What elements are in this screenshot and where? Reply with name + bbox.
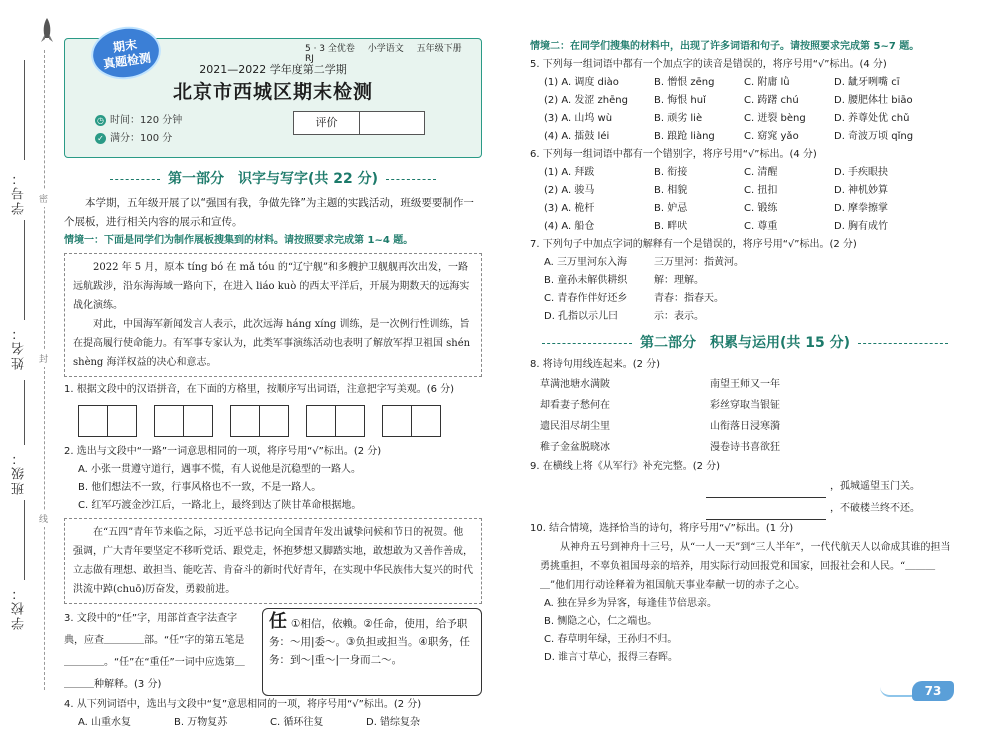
q6-option[interactable]: B. 相貌	[654, 185, 688, 196]
q9-line	[530, 476, 960, 498]
question-3	[64, 608, 482, 696]
q6-option[interactable]: (4) A. 船仓	[544, 221, 595, 232]
word-box[interactable]	[78, 405, 136, 437]
class-label: 班级：	[12, 450, 27, 495]
word-box[interactable]	[154, 405, 212, 437]
q7-option-b[interactable]	[530, 272, 960, 290]
exam-time	[95, 111, 182, 126]
q7-sentence: A. 三万里河东入海	[544, 257, 628, 268]
q5-option[interactable]: (1) A. 调度 diào	[544, 77, 619, 88]
question-6: 6. 下列每一组词语中都有一个错别字，将序号用“√”标出。(4 分)	[530, 149, 817, 160]
school-label: 学校：	[12, 585, 27, 630]
series-brand: 5 · 3 全优卷	[305, 44, 355, 54]
seal-line	[44, 50, 45, 690]
q7-option-a[interactable]	[530, 254, 960, 272]
q7-sentence: B. 童孙未解供耕织	[544, 275, 628, 286]
word-box[interactable]	[382, 405, 440, 437]
badge-line: 真题检测	[102, 50, 152, 72]
q6-option[interactable]: B. 畔吠	[654, 221, 688, 232]
q5-option[interactable]: (2) A. 发涩 zhēng	[544, 95, 628, 106]
q6-option[interactable]: B. 妒忌	[654, 203, 688, 214]
q5-option[interactable]: (3) A. 山坞 wù	[544, 113, 613, 124]
dict-char: 任	[269, 611, 287, 632]
q6-option[interactable]: D. 手疾眼抉	[834, 167, 889, 178]
poem-right: 漫卷诗书喜欲狂	[710, 442, 780, 453]
school-blank[interactable]	[24, 500, 25, 580]
part2-title: 第二部分 积累与运用(共 15 分)	[530, 332, 960, 352]
q6-row	[530, 164, 960, 236]
series-subject: 小学语文	[367, 44, 404, 54]
q10-passage-text: 从神舟五号到神舟十三号，从“一人一天”到“三人半年”，一代代航天人以命成其谁的担当勇挑重担，不辜负祖国母亲的培养，用实际行动回报党和国家，回报社会和人民。“＿＿＿＿”他们用行动诠释着为祖国航天事业奉献一切的赤子之心。	[540, 542, 951, 591]
q7-gloss: 示：表示。	[654, 311, 704, 322]
seal-mark: 密	[39, 190, 48, 207]
check-icon: ✓	[95, 133, 106, 144]
situation2: 情境二：在同学们搜集的材料中，出现了许多词语和句子。请按照要求完成第 5~7 题。	[530, 41, 920, 52]
question-4: 4. 从下列词语中，选出与文段中“复”意思相同的一项，将序号用“√”标出。(2 分)	[64, 699, 422, 710]
q4-options	[64, 714, 482, 732]
poem-row[interactable]	[530, 374, 960, 395]
name-blank[interactable]	[24, 220, 25, 320]
q4-option-b[interactable]: B. 万物复苏	[174, 717, 228, 728]
grade-field[interactable]	[360, 112, 424, 134]
student-id-blank[interactable]	[24, 60, 25, 160]
question-7: 7. 下列句子中加点字词的解释有一个是错误的，将序号用“√”标出。(2 分)	[530, 239, 857, 250]
clock-icon: ◷	[95, 115, 106, 126]
seal-mark: 线	[39, 510, 48, 527]
poem-row[interactable]	[530, 416, 960, 437]
q5-option[interactable]: D. 养尊处优 chǔ	[834, 113, 910, 124]
poem-right: 山衔落日浸寒漪	[710, 421, 780, 432]
question-5: 5. 下列每一组词语中都有一个加点字的读音是错误的，将序号用“√”标出。(4 分)	[530, 59, 887, 70]
passage1-para: 2022 年 5 月，原本 tíng bó 在 mǎ tóu 的“辽宁舰”和多艘护卫舰舰再次出发，一路远航跋涉，沿东海海域一路向下，在进入 liáo kuò 的西太平洋后，开展为期数天的远海实战化演练。	[73, 262, 470, 311]
q5-option[interactable]: B. 顽劣 liè	[654, 113, 703, 124]
q6-option[interactable]: D. 摩拳擦掌	[834, 203, 889, 214]
dictionary-entry	[262, 608, 482, 696]
left-page	[64, 38, 482, 732]
q2-option-a[interactable]: A. 小张一贯遵守道行，遇事不慌，有人说他是沉稳型的一路人。	[78, 464, 362, 475]
right-page	[530, 38, 960, 667]
exam-year: 2021—2022 学年度第二学期	[199, 63, 347, 76]
question-2: 2. 选出与文段中“一路”一词意思相同的一项，将序号用“√”标出。(2 分)	[64, 446, 382, 457]
class-blank[interactable]	[24, 380, 25, 445]
question-8: 8. 将诗句用线连起来。(2 分)	[530, 359, 661, 370]
exam-header	[64, 38, 482, 158]
q10-option-b[interactable]: B. 恻隐之心，仁之端也。	[544, 616, 658, 627]
q5-option[interactable]: D. 龇牙咧嘴 cī	[834, 77, 900, 88]
q5-option[interactable]: B. 悔恨 huǐ	[654, 95, 706, 106]
series-edition: RJ	[305, 54, 314, 64]
poem-right: 彩丝穿取当银钲	[710, 400, 780, 411]
q9-text: ，孤城遥望玉门关。	[830, 481, 920, 492]
part1-intro: 本学期，五年级开展了以“强国有我，争做先锋”为主题的实践活动，班级要要制作一个展板，进行相关内容的展示和宣传。	[64, 197, 474, 228]
q6-option[interactable]: (2) A. 骏马	[544, 185, 595, 196]
exam-score	[95, 129, 172, 144]
q2-option-c[interactable]: C. 红军巧渡金沙江后，一路北上，最终到达了陕甘革命根据地。	[78, 500, 362, 511]
q5-option[interactable]: (4) A. 擂鼓 léi	[544, 131, 610, 142]
passage2-para: 在“五四”青年节来临之际，习近平总书记向全国青年发出诚挚问候和节日的祝贺。他强调，广大青年要坚定不移听党话、跟党走，怀抱梦想又脚踏实地，敢想敢为又善作善成，立志做有理想、敢担当、能吃苦、肯奋斗的新时代好青年，在实现中华民族伟大复兴的时代洪流中踔(chuō)厉奋发，勇毅前进。	[73, 527, 473, 595]
poem-left: 稚子金盆脱晓冰	[540, 442, 610, 453]
q4-option-d[interactable]: D. 错综复杂	[366, 717, 421, 728]
q10-option-d[interactable]: D. 谁言寸草心，报得三春晖。	[544, 652, 679, 663]
part1-title: 第一部分 识字与写字(共 22 分)	[64, 168, 482, 188]
q7-gloss: 三万里河：指黄河。	[654, 257, 744, 268]
passage1	[64, 253, 482, 377]
q7-option-d[interactable]	[530, 308, 960, 326]
q4-option-a[interactable]: A. 山重水复	[78, 717, 132, 728]
q9-line	[530, 498, 960, 520]
page-number: 73	[912, 681, 954, 701]
q6-option[interactable]: C. 尊重	[744, 221, 778, 232]
q6-option[interactable]: D. 胸有成竹	[834, 221, 889, 232]
q5-option[interactable]: D. 腰肥体壮 biāo	[834, 95, 913, 106]
exam-title: 北京市西城区期末检测	[172, 81, 373, 103]
word-box[interactable]	[230, 405, 288, 437]
q6-option[interactable]: C. 扭扣	[744, 185, 778, 196]
rocket-icon	[40, 18, 54, 44]
q2-option-b[interactable]: B. 他们想法不一致，行事风格也不一致，不是一路人。	[78, 482, 322, 493]
seal-mark: 封	[39, 350, 48, 367]
grade-label: 评价	[294, 112, 360, 134]
q7-gloss: 解：理解。	[654, 275, 704, 286]
answer-boxes	[78, 405, 482, 437]
exam-score-text: 满分：100 分	[110, 133, 173, 144]
q6-option[interactable]: C. 清醒	[744, 167, 778, 178]
passage1-para: 对此，中国海军新闻发言人表示，此次远海 háng xíng 训练，是一次例行性训练，旨在提高履行使命能力。有军事专家认为，此类军事演练活动也表明了解放军捍卫祖国 shén shèng 海洋权益的决心和意志。	[73, 319, 471, 368]
passage2	[64, 518, 482, 604]
poem-left: 遗民泪尽胡尘里	[540, 421, 610, 432]
q5-row	[530, 74, 960, 146]
q6-option[interactable]: (3) A. 桅杆	[544, 203, 595, 214]
question-10: 10. 结合情境，选择恰当的诗句，将序号用“√”标出。(1 分)	[530, 523, 794, 534]
name-label: 姓名：	[12, 325, 27, 370]
poem-right: 南望王师又一年	[710, 379, 780, 390]
poem-row[interactable]	[530, 437, 960, 458]
q10-option-a[interactable]: A. 独在异乡为异客，每逢佳节倍思亲。	[544, 598, 718, 609]
q5-option[interactable]: C. 附庸 lǜ	[744, 77, 790, 88]
situation1: 情境一：下面是同学们为制作展板搜集到的材料。请按照要求完成第 1~4 题。	[64, 235, 414, 246]
q7-gloss: 青春：指春天。	[654, 293, 724, 304]
q9-text: ，不破楼兰终不还。	[830, 503, 920, 514]
q5-option[interactable]: C. 迸裂 bèng	[744, 113, 806, 124]
q7-option-c[interactable]	[530, 290, 960, 308]
q6-option[interactable]: C. 锻练	[744, 203, 778, 214]
q5-option[interactable]: D. 奇波万顷 qǐng	[834, 131, 914, 142]
poem-row[interactable]	[530, 395, 960, 416]
q7-sentence: C. 青春作伴好还乡	[544, 293, 628, 304]
grade-box	[293, 111, 425, 135]
question-9: 9. 在横线上将《从军行》补充完整。(2 分)	[530, 461, 721, 472]
badge-line: 期末	[112, 37, 138, 55]
q10-passage	[530, 538, 960, 595]
q5-option[interactable]: B. 憎恨 zēng	[654, 77, 715, 88]
q6-option[interactable]: B. 衔接	[654, 167, 688, 178]
q7-sentence: D. 孔指以示儿曰	[544, 311, 619, 322]
q5-option[interactable]: C. 窈窕 yǎo	[744, 131, 799, 142]
poem-left: 草满池塘水满陂	[540, 379, 610, 390]
dict-definitions: ①相信，依赖。②任命，使用，给予职务：～用|委～。③负担或担当。④职务，任务：到～|重～|一身而二～。	[269, 618, 470, 666]
q6-option[interactable]: (1) A. 拜跋	[544, 167, 595, 178]
q4-option-c[interactable]: C. 循环往复	[270, 717, 324, 728]
q10-option-c[interactable]: C. 春草明年绿，王孙归不归。	[544, 634, 678, 645]
binding-strip	[0, 0, 62, 715]
poem-left: 却看妻子愁何在	[540, 400, 610, 411]
q3-text[interactable]: 3. 文段中的“任”字，用部首查字法查字典，应查＿＿＿＿部。“任”字的第五笔是＿＿＿＿。“任”在“重任”一词中应选第＿＿＿＿种解释。(3 分)	[64, 613, 245, 690]
question-1: 1. 根据文段中的汉语拼音，在下面的方格里，按顺序写出词语，注意把字写美观。(6 分)	[64, 384, 455, 395]
series-grade: 五年级下册	[416, 44, 462, 54]
word-box[interactable]	[306, 405, 364, 437]
exam-time-text: 时间：120 分钟	[110, 115, 183, 126]
q5-option[interactable]: B. 踉跄 liàng	[654, 131, 715, 142]
student-id-label: 学号：	[12, 170, 27, 215]
q6-option[interactable]: D. 神机妙算	[834, 185, 889, 196]
q5-option[interactable]: C. 踌躇 chú	[744, 95, 799, 106]
